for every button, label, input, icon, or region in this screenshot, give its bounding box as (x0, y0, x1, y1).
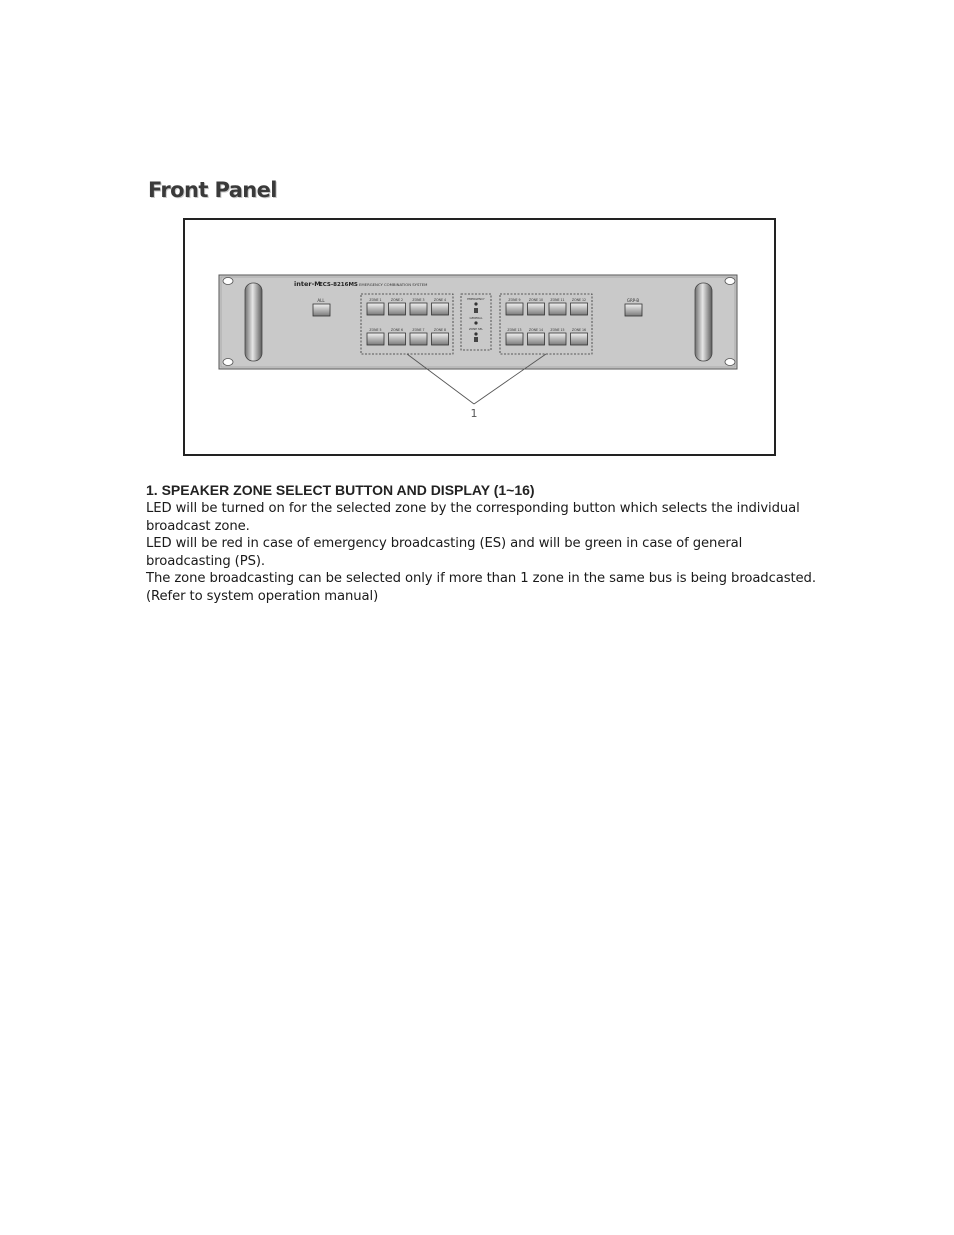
zone-button (549, 333, 566, 345)
section-title: 1. SPEAKER ZONE SELECT BUTTON AND DISPLAY (1~16) (146, 482, 535, 498)
all-label: ALL (317, 298, 325, 303)
zone-button (571, 303, 588, 315)
zone-label: ZONE 10 (528, 298, 544, 302)
zone-label: ZONE 1 (369, 298, 382, 302)
zone-button (432, 333, 449, 345)
zone-label: ZONE 7 (412, 328, 425, 332)
zone-label: ZONE 5 (369, 328, 382, 332)
front-panel-figure (183, 218, 776, 456)
left-handle (245, 283, 262, 361)
zone-label: ZONE 16 (571, 328, 587, 332)
group-label: GRP-B (626, 298, 640, 303)
group-button (625, 304, 642, 316)
mount-hole-top-left (223, 278, 233, 285)
zone-label: ZONE 15 (550, 328, 565, 332)
zone-label: ZONE 14 (528, 328, 544, 332)
zone-button (528, 303, 545, 315)
callout-number: 1 (470, 407, 478, 420)
zone-label: ZONE 2 (390, 298, 404, 302)
zone-button (506, 303, 523, 315)
model-description: EMERGENCY COMBINATION SYSTEM (359, 282, 428, 287)
zone-label: ZONE 11 (550, 298, 565, 302)
all-button (313, 304, 330, 316)
right-handle (695, 283, 712, 361)
mount-hole-bottom-right (725, 359, 735, 366)
general-led (474, 321, 477, 324)
zone-button (410, 333, 427, 345)
center-label-2: GENERAL (469, 316, 483, 320)
zone-button (571, 333, 588, 345)
model-label: ECS-8216MS (319, 282, 358, 288)
section-content (146, 482, 826, 605)
center-label-1: EMERGENCY (467, 297, 485, 301)
zone-label: ZONE 13 (507, 328, 522, 332)
zone-label: ZONE 8 (433, 328, 447, 332)
zone-sel-led (474, 332, 477, 335)
zone-button (389, 303, 406, 315)
zone-label: ZONE 6 (390, 328, 404, 332)
paragraph-led-selection: LED will be turned on for the selected zone by the corresponding button which selects the individual broadcast zone. (146, 501, 800, 534)
rack-panel (219, 275, 737, 369)
paragraph-led-color: LED will be red in case of emergency broadcasting (ES) and will be green in case of general broadcasting (PS). (146, 536, 743, 569)
zone-label: ZONE 3 (412, 298, 425, 302)
paragraph-reference: (Refer to system operation manual) (146, 588, 379, 604)
emergency-led (474, 302, 477, 305)
zone-button (410, 303, 427, 315)
front-panel-illustration (185, 220, 778, 458)
zone-button (528, 333, 545, 345)
zone-label: ZONE 12 (571, 298, 587, 302)
zone-button (389, 333, 406, 345)
zone-label: ZONE 4 (433, 298, 447, 302)
zone-button (506, 333, 523, 345)
zone-button (549, 303, 566, 315)
page-heading: Front Panel (148, 178, 277, 202)
mount-hole-top-right (725, 278, 735, 285)
mount-hole-bottom-left (223, 359, 233, 366)
zone-button (367, 303, 384, 315)
zone-button (367, 333, 384, 345)
zone-label: ZONE 9 (508, 298, 521, 302)
paragraph-zone-broadcast: The zone broadcasting can be selected only if more than 1 zone in the same bus is being broadcasted. (146, 571, 816, 586)
center-label-3: ZONE SEL (469, 327, 483, 331)
zone-button (432, 303, 449, 315)
brand-logo: inter-M (294, 280, 321, 288)
